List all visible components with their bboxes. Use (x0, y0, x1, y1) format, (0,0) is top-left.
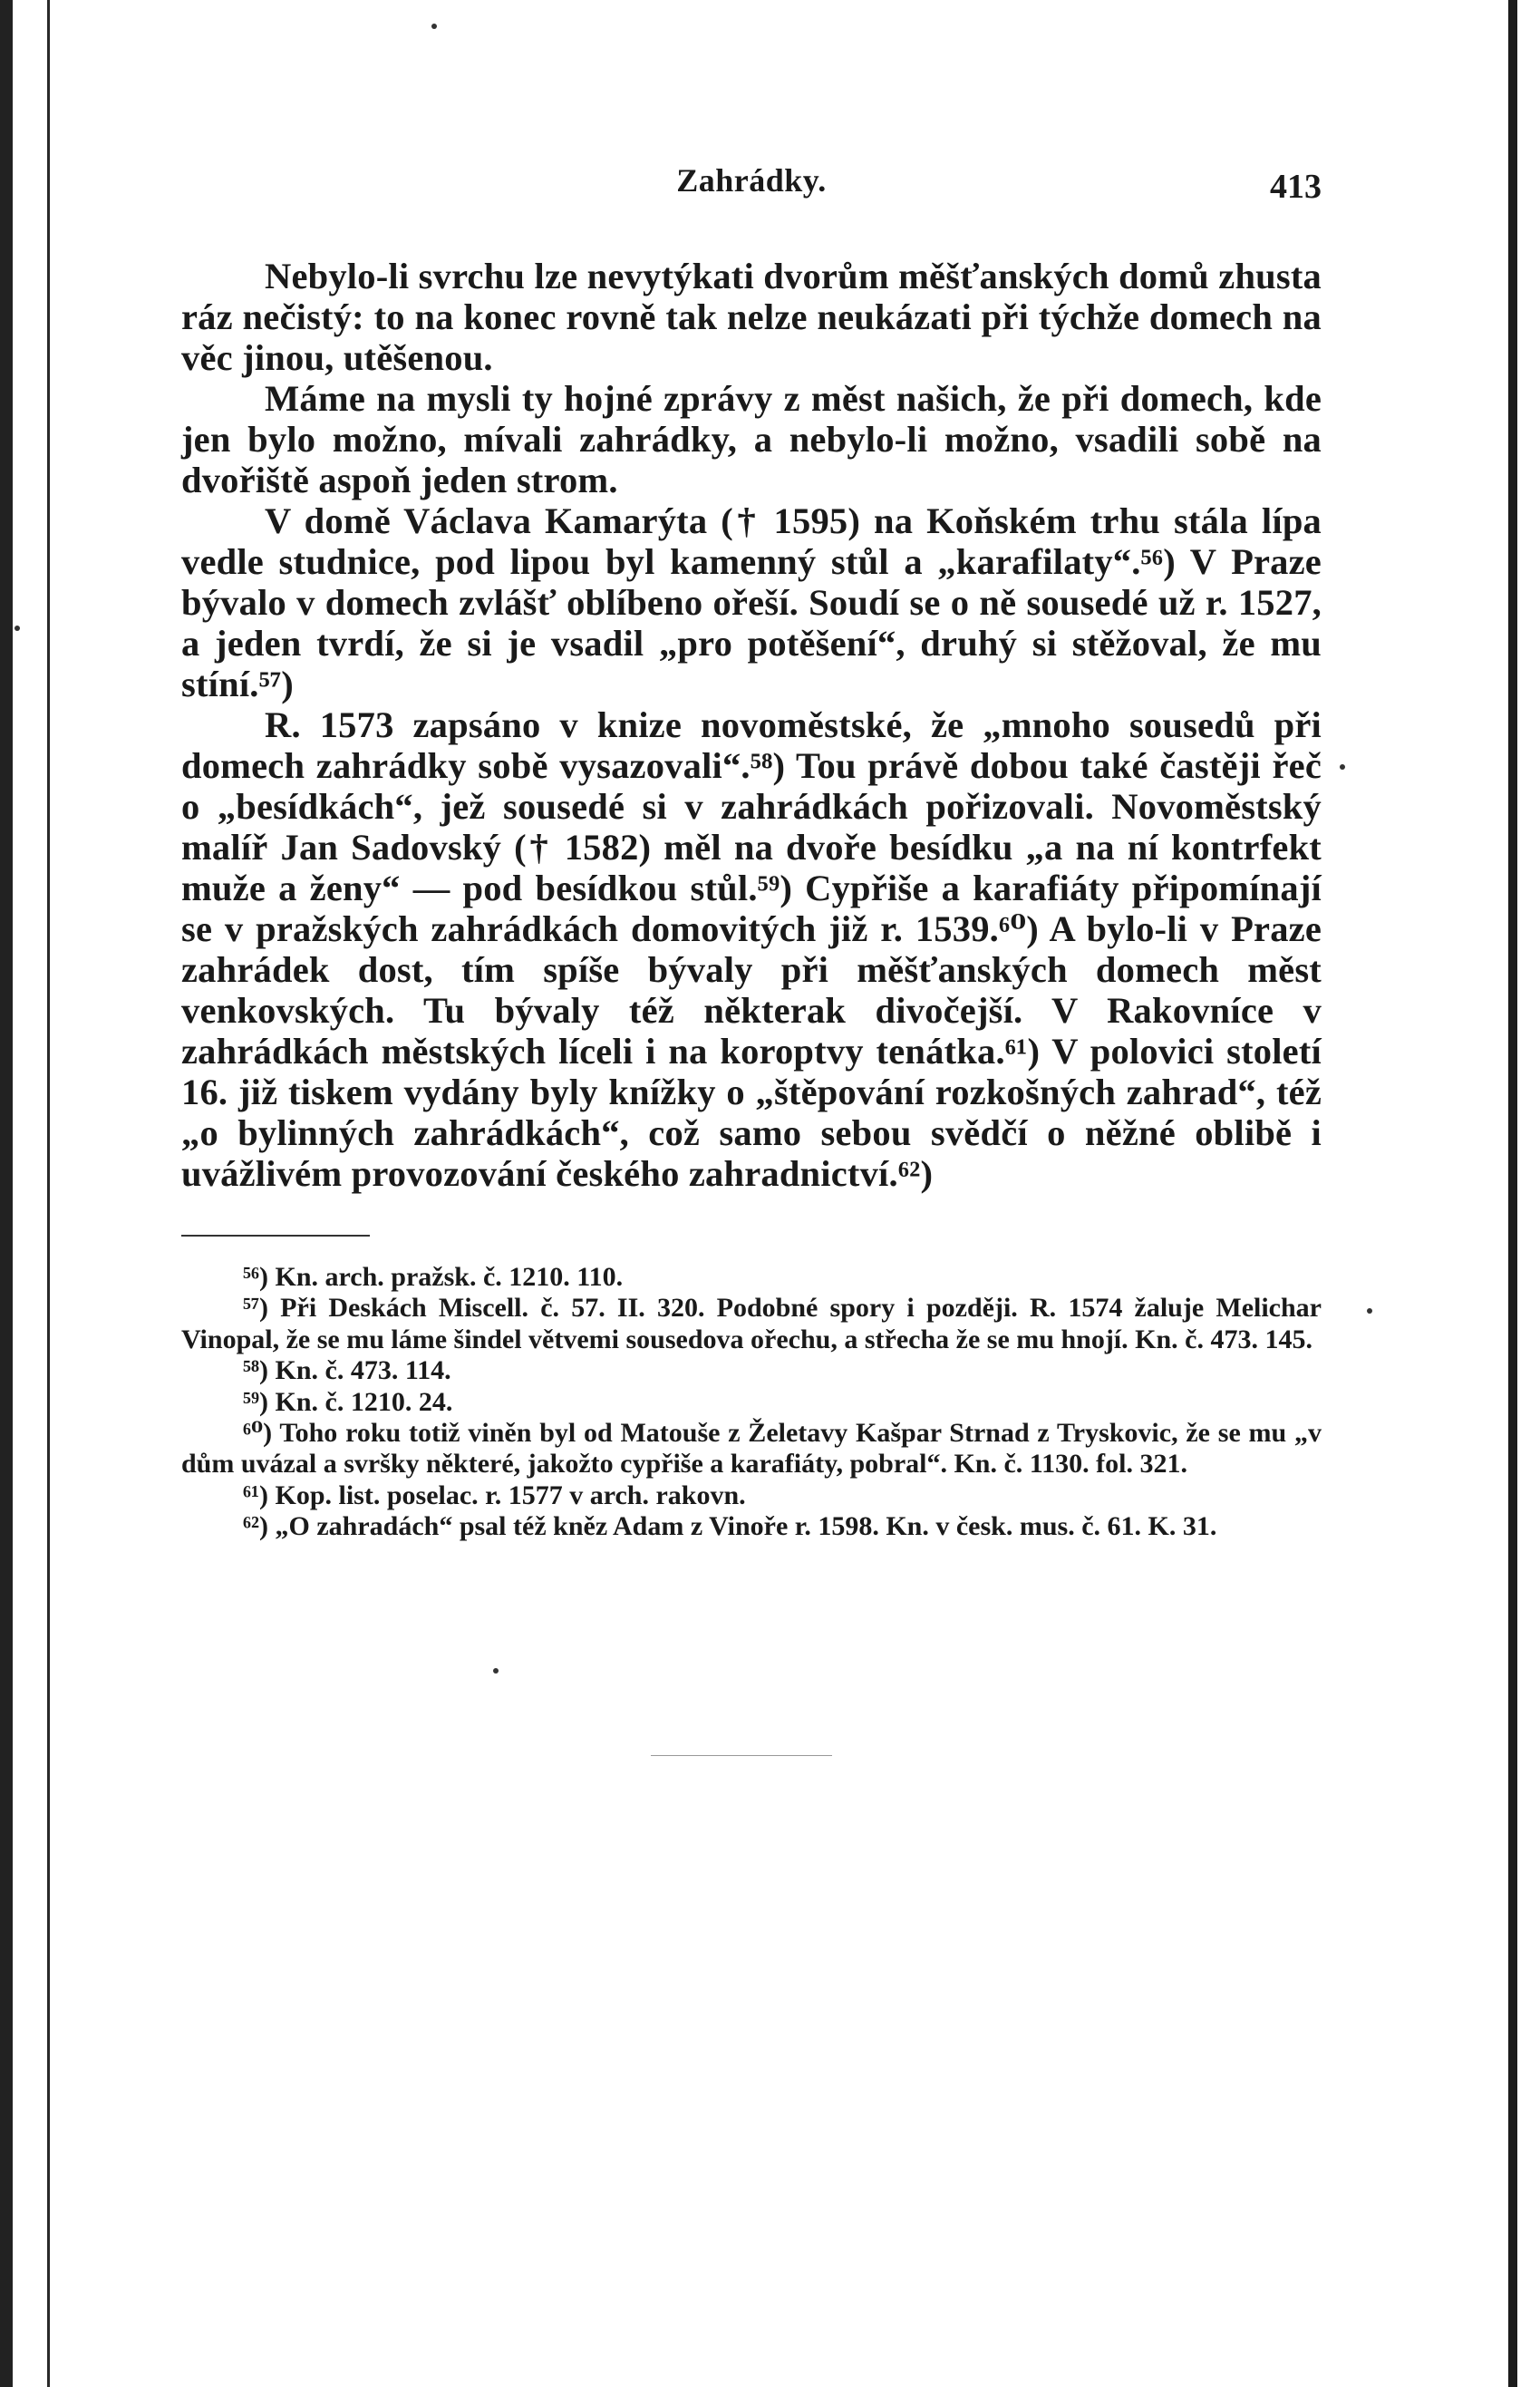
page-header (181, 161, 1322, 216)
scan-left-edge (0, 0, 13, 2387)
footnotes (181, 1262, 1322, 1543)
scan-speck (493, 1668, 499, 1674)
body-text (181, 256, 1322, 1194)
scan-faint-line (651, 1755, 832, 1756)
footnote: ⁶⁰) Toho roku totiž viněn byl od Matouše z Želetavy Kašpar Strnad z Tryskovic, že se mu „v dům uvázal a svršky některé, jakožto cypřiše a karafiáty, pobral“. Kn. č. 1130. fol. 321. (181, 1418, 1322, 1480)
footnote: ⁵⁸) Kn. č. 473. 114. (243, 1355, 451, 1386)
scan-speck (1367, 1308, 1372, 1314)
scan-speck (431, 24, 437, 29)
paragraph: Máme na mysli ty hojné zprávy z měst našich, že při domech, kde jen bylo možno, mívali zahrádky, a nebylo-li možno, vsadili sobě na dvořiště aspoň jeden strom. (181, 378, 1322, 500)
paragraph: V domě Václava Kamarýta († 1595) na Koňském trhu stála lípa vedle studnice, pod lipou byl kamenný stůl a „karafilaty“.⁵⁶) V Praze bývalo v domech zvlášť oblíbeno ořeší. Soudí se o ně sousedé už r. 1527, a jeden tvrdí, že si je vsadil „pro potěšení“, druhý si stěžoval, že mu stíní.⁵⁷) (181, 500, 1322, 704)
footnote-separator (181, 1235, 370, 1237)
footnote: ⁵⁷) Při Deskách Miscell. č. 57. II. 320. Podobné spory i později. R. 1574 žaluje Melichar Vinopal, že se mu láme šindel větvemi sousedova ořechu, a střecha že se mu hnojí. Kn. č. 473. 145. (181, 1293, 1322, 1354)
footnote: ⁶¹) Kop. list. poselac. r. 1577 v arch. rakovn. (243, 1480, 746, 1510)
scan-speck (1340, 764, 1345, 770)
paragraph: Nebylo-li svrchu lze nevytýkati dvorům měšťanských domů zhusta ráz nečistý: to na konec rovně tak nelze neukázati při týchže domech na věc jinou, utěšenou. (181, 256, 1322, 378)
footnote: ⁵⁹) Kn. č. 1210. 24. (243, 1386, 453, 1417)
scan-speck (15, 626, 20, 631)
paragraph: R. 1573 zapsáno v knize novoměstské, že „mnoho sousedů při domech zahrádky sobě vysazovali“.⁵⁸) Tou právě dobou také častěji řeč o „besídkách“, jež sousedé si v zahrádkách pořizovali. Novoměstský malíř Jan Sadovský († 1582) měl na dvoře besídku „a na ní kontrfekt muže a ženy“ — pod besídkou stůl.⁵⁹) Cypřiše a karafiáty připomínají se v pražských zahrádkách domovitých již r. 1539.⁶⁰) A bylo-li v Praze zahrádek dost, tím spíše bývaly při měšťanských domech měst venkovských. Tu bývaly též některak divočejší. V Rakovníce v zahrádkách městských líceli i na koroptvy tenátka.⁶¹) V polovici století 16. již tiskem vydány byly knížky o „štěpování rozkošných zahrad“, též „o bylinných zahrádkách“, což samo sebou svědčí o něžné oblibě i uvážlivém provozování českého zahradnictví.⁶²) (181, 704, 1322, 1194)
page-number: 413 (1270, 168, 1322, 206)
running-title: Zahrádky. (676, 162, 827, 199)
footnote: ⁵⁶) Kn. arch. pražsk. č. 1210. 110. (243, 1262, 624, 1292)
footnote: ⁶²) „O zahradách“ psal též kněz Adam z Vinoře r. 1598. Kn. v česk. mus. č. 61. K. 31. (243, 1511, 1217, 1542)
